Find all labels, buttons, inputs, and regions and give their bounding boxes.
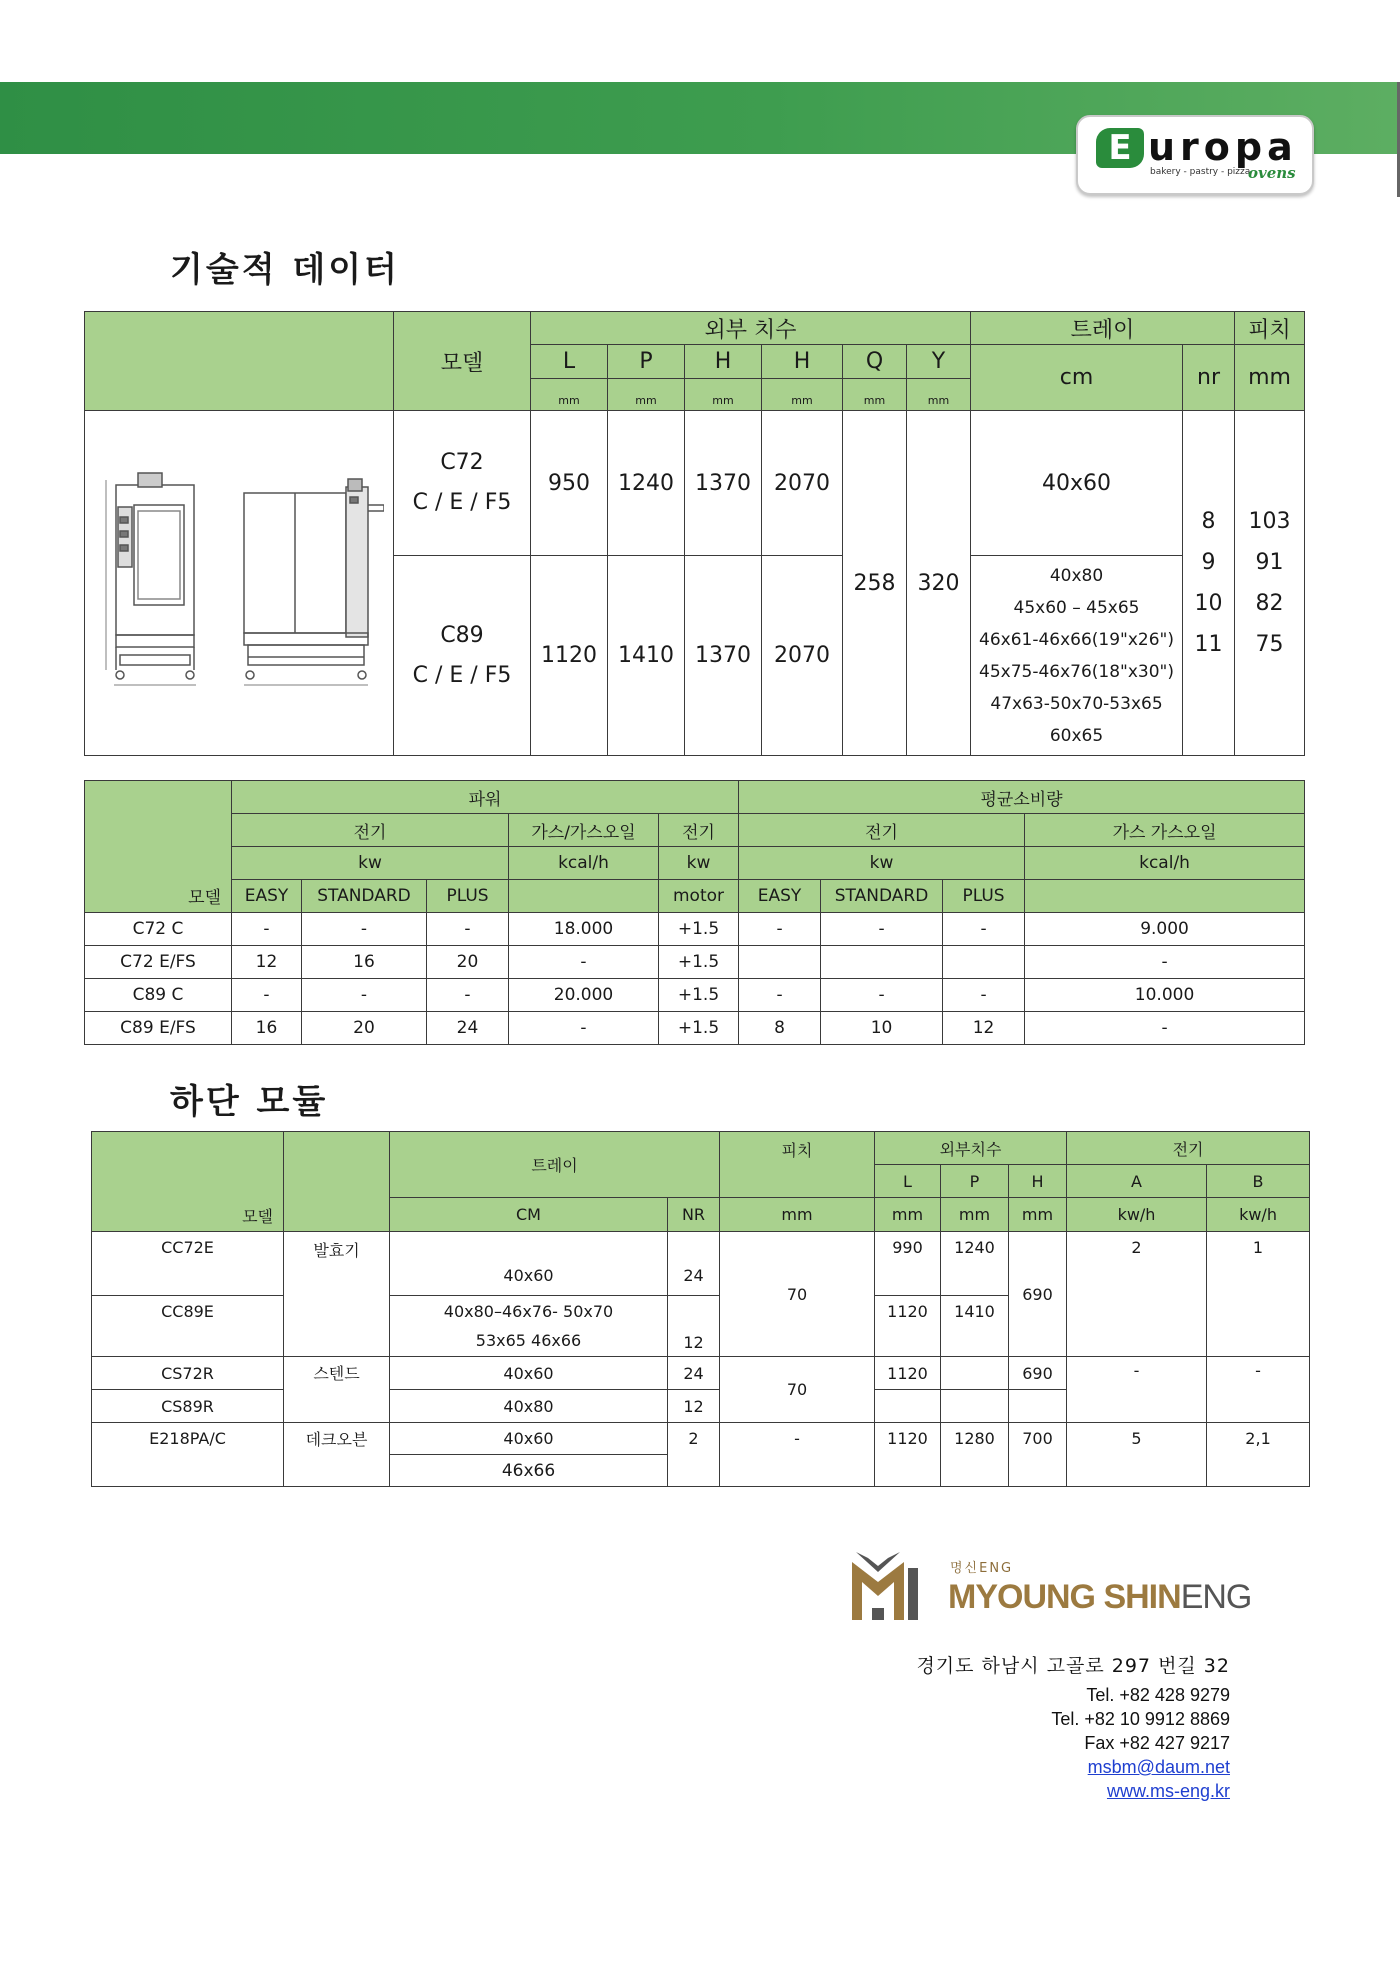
model-cs89r: CS89R: [92, 1390, 284, 1423]
model-header: 모델: [394, 312, 531, 411]
cell: +1.5: [659, 979, 739, 1012]
cell: -: [232, 913, 302, 946]
cell: -: [232, 979, 302, 1012]
cell: -: [302, 913, 427, 946]
cs72r-H: 690: [1009, 1357, 1067, 1390]
col-B: B: [1207, 1165, 1310, 1198]
col-Q: Q: [843, 345, 907, 379]
cc72e-A: 2: [1067, 1232, 1207, 1357]
cell: 10.000: [1025, 979, 1305, 1012]
cell: 9.000: [1025, 913, 1305, 946]
model-cc72e: CC72E: [92, 1232, 284, 1296]
cell: C72 E/FS: [85, 946, 232, 979]
c72-L: 950: [531, 411, 608, 556]
kw-unit: kw: [232, 847, 509, 880]
c89-tray-list: [971, 556, 1183, 756]
website-link[interactable]: www.ms-eng.kr: [1106, 1781, 1230, 1801]
col-P: P: [941, 1165, 1009, 1198]
outer-dim-header: 외부치수: [875, 1132, 1067, 1165]
cs72r-P: [941, 1357, 1009, 1390]
oven-drawings: [85, 411, 394, 756]
cell: 24: [427, 1012, 509, 1045]
company-name-main: MYOUNG SHIN: [948, 1578, 1181, 1616]
logo-letter: E: [1096, 128, 1144, 168]
cell: 16: [302, 946, 427, 979]
email-link[interactable]: msbm@daum.net: [1087, 1757, 1230, 1777]
standard-col: STANDARD: [821, 880, 943, 913]
cell: -: [943, 913, 1025, 946]
unit-mm: mm: [941, 1198, 1009, 1232]
cell: 8: [739, 1012, 821, 1045]
tray-size: 40x80: [1049, 565, 1104, 586]
pitch-header: 피치: [1235, 312, 1305, 345]
col-P: P: [608, 345, 685, 379]
cell: -: [943, 979, 1025, 1012]
company-tel-1: Tel. +82 428 9279: [1086, 1685, 1230, 1705]
logo-ovens: ovens: [1248, 164, 1296, 182]
cs-pitch: 70: [720, 1357, 875, 1423]
table-row: [92, 1423, 1310, 1455]
model-e218: E218PA/C: [92, 1423, 284, 1487]
cc89e-nr: 12: [668, 1296, 720, 1357]
cell: 20: [302, 1012, 427, 1045]
cs89r-nr: 12: [668, 1390, 720, 1423]
unit-kwh: kw/h: [1207, 1198, 1310, 1232]
e218-tray2: 46x66: [390, 1455, 668, 1487]
tray-size: 47x63-50x70-53x65: [990, 693, 1163, 714]
e218-nr: 2: [668, 1423, 720, 1487]
gas-oil-header: 가스/가스오일: [509, 814, 659, 847]
unit-mm: mm: [685, 379, 762, 411]
e218-P: 1280: [941, 1423, 1009, 1487]
company-email-line: [900, 1755, 1230, 1779]
col-H2: H: [762, 345, 843, 379]
company-name-eng: ENG: [1180, 1578, 1252, 1616]
type-stand: 스텐드: [284, 1357, 390, 1423]
c72-P: 1240: [608, 411, 685, 556]
cc72e-L: 990: [875, 1232, 941, 1296]
y-value: 320: [907, 411, 971, 756]
c72-H1: 1370: [685, 411, 762, 556]
unit-mm: mm: [875, 1198, 941, 1232]
model-cc89e: CC89E: [92, 1296, 284, 1357]
e218-L: 1120: [875, 1423, 941, 1487]
type-deck-oven: 데크오븐: [284, 1423, 390, 1487]
type-header: [284, 1132, 390, 1232]
cc-H: 690: [1009, 1232, 1067, 1357]
elec-motor-header: 전기: [659, 814, 739, 847]
tech-data-table: [84, 311, 1305, 756]
pitch-values: 103 91 82 75: [1235, 411, 1305, 756]
cell: +1.5: [659, 913, 739, 946]
c89-L: 1120: [531, 556, 608, 756]
pitch-header: 피치: [720, 1132, 875, 1198]
kcal-unit: kcal/h: [509, 847, 659, 880]
unit-kwh: kw/h: [1067, 1198, 1207, 1232]
tray-size: 45x75-46x76(18"x30"): [979, 661, 1175, 682]
table-row: [85, 1012, 1305, 1045]
blank-col: [1025, 880, 1305, 913]
plus-col: PLUS: [943, 880, 1025, 913]
cs89r-L: [875, 1390, 941, 1423]
company-korean-name: 명신ENG: [950, 1561, 1014, 1576]
cell: 12: [232, 946, 302, 979]
model-c89: C89 C / E / F5: [394, 556, 531, 756]
table-row: [85, 979, 1305, 1012]
company-name: [948, 1578, 1251, 1616]
tray-nr-values: 8 9 10 11: [1183, 411, 1235, 756]
col-L: L: [531, 345, 608, 379]
motor-col: motor: [659, 880, 739, 913]
cc72e-P: 1240: [941, 1232, 1009, 1296]
cell: -: [739, 979, 821, 1012]
cell: +1.5: [659, 1012, 739, 1045]
cc89e-P: 1410: [941, 1296, 1009, 1357]
c72-tray: 40x60: [971, 411, 1183, 556]
cs89r-P: [941, 1390, 1009, 1423]
cs72r-B: -: [1207, 1357, 1310, 1423]
model-header: 모델: [85, 781, 232, 913]
company-address: 경기도 하남시 고골로 297 번길 32: [916, 1655, 1230, 1677]
e218-H: 700: [1009, 1423, 1067, 1487]
type-proofer: 발효기: [284, 1232, 390, 1357]
cell: +1.5: [659, 946, 739, 979]
cs89r-tray: 40x80: [390, 1390, 668, 1423]
cell: -: [821, 979, 943, 1012]
q-value: 258: [843, 411, 907, 756]
model-c72: C72 C / E / F5: [394, 411, 531, 556]
company-web-line: [900, 1779, 1230, 1803]
cell: -: [302, 979, 427, 1012]
company-tel-2: Tel. +82 10 9912 8869: [1051, 1709, 1230, 1729]
table-row: [92, 1232, 1310, 1296]
tray-size: 46x61-46x66(19"x26"): [979, 629, 1175, 650]
unit-mm: mm: [720, 1198, 875, 1232]
cell: 20.000: [509, 979, 659, 1012]
power-table: [84, 780, 1305, 1045]
cell: [739, 946, 821, 979]
cc72e-tray: 40x60: [390, 1232, 668, 1296]
table-row: [85, 913, 1305, 946]
oven-drawing-icon: [94, 465, 384, 695]
cell: -: [427, 913, 509, 946]
cell: C89 E/FS: [85, 1012, 232, 1045]
cs89r-H: [1009, 1390, 1067, 1423]
cell: -: [1025, 1012, 1305, 1045]
section-title-bottom-module: 하단 모듈: [170, 1082, 329, 1122]
cc72e-nr: 24: [668, 1232, 720, 1296]
c89-P: 1410: [608, 556, 685, 756]
blank-col: [509, 880, 659, 913]
easy-col: EASY: [232, 880, 302, 913]
cell: [821, 946, 943, 979]
table-row: [85, 946, 1305, 979]
cell: -: [821, 913, 943, 946]
tray-nr-header: nr: [1183, 345, 1235, 411]
cc89e-L: 1120: [875, 1296, 941, 1357]
unit-mm: mm: [531, 379, 608, 411]
cell: 10: [821, 1012, 943, 1045]
kw-unit: kw: [659, 847, 739, 880]
tray-header: 트레이: [971, 312, 1235, 345]
unit-mm: mm: [907, 379, 971, 411]
outer-dim-header: 외부 치수: [531, 312, 971, 345]
cs72r-nr: 24: [668, 1357, 720, 1390]
col-H: H: [1009, 1165, 1067, 1198]
avg-elec-header: 전기: [739, 814, 1025, 847]
col-H1: H: [685, 345, 762, 379]
col-L: L: [875, 1165, 941, 1198]
image-header: [85, 312, 394, 411]
cell: C72 C: [85, 913, 232, 946]
col-Y: Y: [907, 345, 971, 379]
logo-tagline: bakery - pastry - pizza: [1150, 167, 1251, 177]
cell: 20: [427, 946, 509, 979]
cc72e-B: 1: [1207, 1232, 1310, 1357]
e218-A: 5: [1067, 1423, 1207, 1487]
unit-mm: mm: [1009, 1198, 1067, 1232]
tray-header: 트레이: [390, 1132, 720, 1198]
cell: C89 C: [85, 979, 232, 1012]
cc-pitch: 70: [720, 1232, 875, 1357]
tray-cm-header: cm: [971, 345, 1183, 411]
kcal-unit: kcal/h: [1025, 847, 1305, 880]
cc89e-tray: 40x80–46x76- 50x70 53x65 46x66: [390, 1296, 668, 1357]
cs72r-tray: 40x60: [390, 1357, 668, 1390]
cell: -: [509, 1012, 659, 1045]
section-title-tech-data: 기술적 데이터: [170, 250, 400, 290]
c72-H2: 2070: [762, 411, 843, 556]
easy-col: EASY: [739, 880, 821, 913]
col-nr: NR: [668, 1198, 720, 1232]
logo-word: uropa: [1148, 125, 1298, 169]
bottom-module-table: [91, 1131, 1310, 1487]
cell: -: [509, 946, 659, 979]
cell: 18.000: [509, 913, 659, 946]
c89-H2: 2070: [762, 556, 843, 756]
unit-mm: mm: [762, 379, 843, 411]
power-header: 파워: [232, 781, 739, 814]
company-fax: Fax +82 427 9217: [1084, 1733, 1230, 1753]
tray-size: 45x60 – 45x65: [1013, 597, 1140, 618]
tray-size: 60x65: [1049, 725, 1104, 746]
cell: -: [1025, 946, 1305, 979]
model-cs72r: CS72R: [92, 1357, 284, 1390]
unit-mm: mm: [608, 379, 685, 411]
col-A: A: [1067, 1165, 1207, 1198]
avg-gas-header: 가스 가스오일: [1025, 814, 1305, 847]
avg-consumption-header: 평균소비량: [739, 781, 1305, 814]
table-row: [92, 1357, 1310, 1390]
elec-header: 전기: [1067, 1132, 1310, 1165]
e218-tray: 40x60: [390, 1423, 668, 1455]
standard-col: STANDARD: [302, 880, 427, 913]
kw-unit: kw: [739, 847, 1025, 880]
plus-col: PLUS: [427, 880, 509, 913]
cell: [943, 946, 1025, 979]
pitch-mm-header: mm: [1235, 345, 1305, 411]
cell: 16: [232, 1012, 302, 1045]
model-header: 모델: [92, 1132, 284, 1232]
elec-header: 전기: [232, 814, 509, 847]
col-cm: CM: [390, 1198, 668, 1232]
europa-logo: [1076, 115, 1314, 195]
e218-pitch: -: [720, 1423, 875, 1487]
c89-H1: 1370: [685, 556, 762, 756]
cell: -: [739, 913, 821, 946]
cell: -: [427, 979, 509, 1012]
cell: 12: [943, 1012, 1025, 1045]
cs72r-L: 1120: [875, 1357, 941, 1390]
cs72r-A: -: [1067, 1357, 1207, 1423]
e218-B: 2,1: [1207, 1423, 1310, 1487]
unit-mm: mm: [843, 379, 907, 411]
